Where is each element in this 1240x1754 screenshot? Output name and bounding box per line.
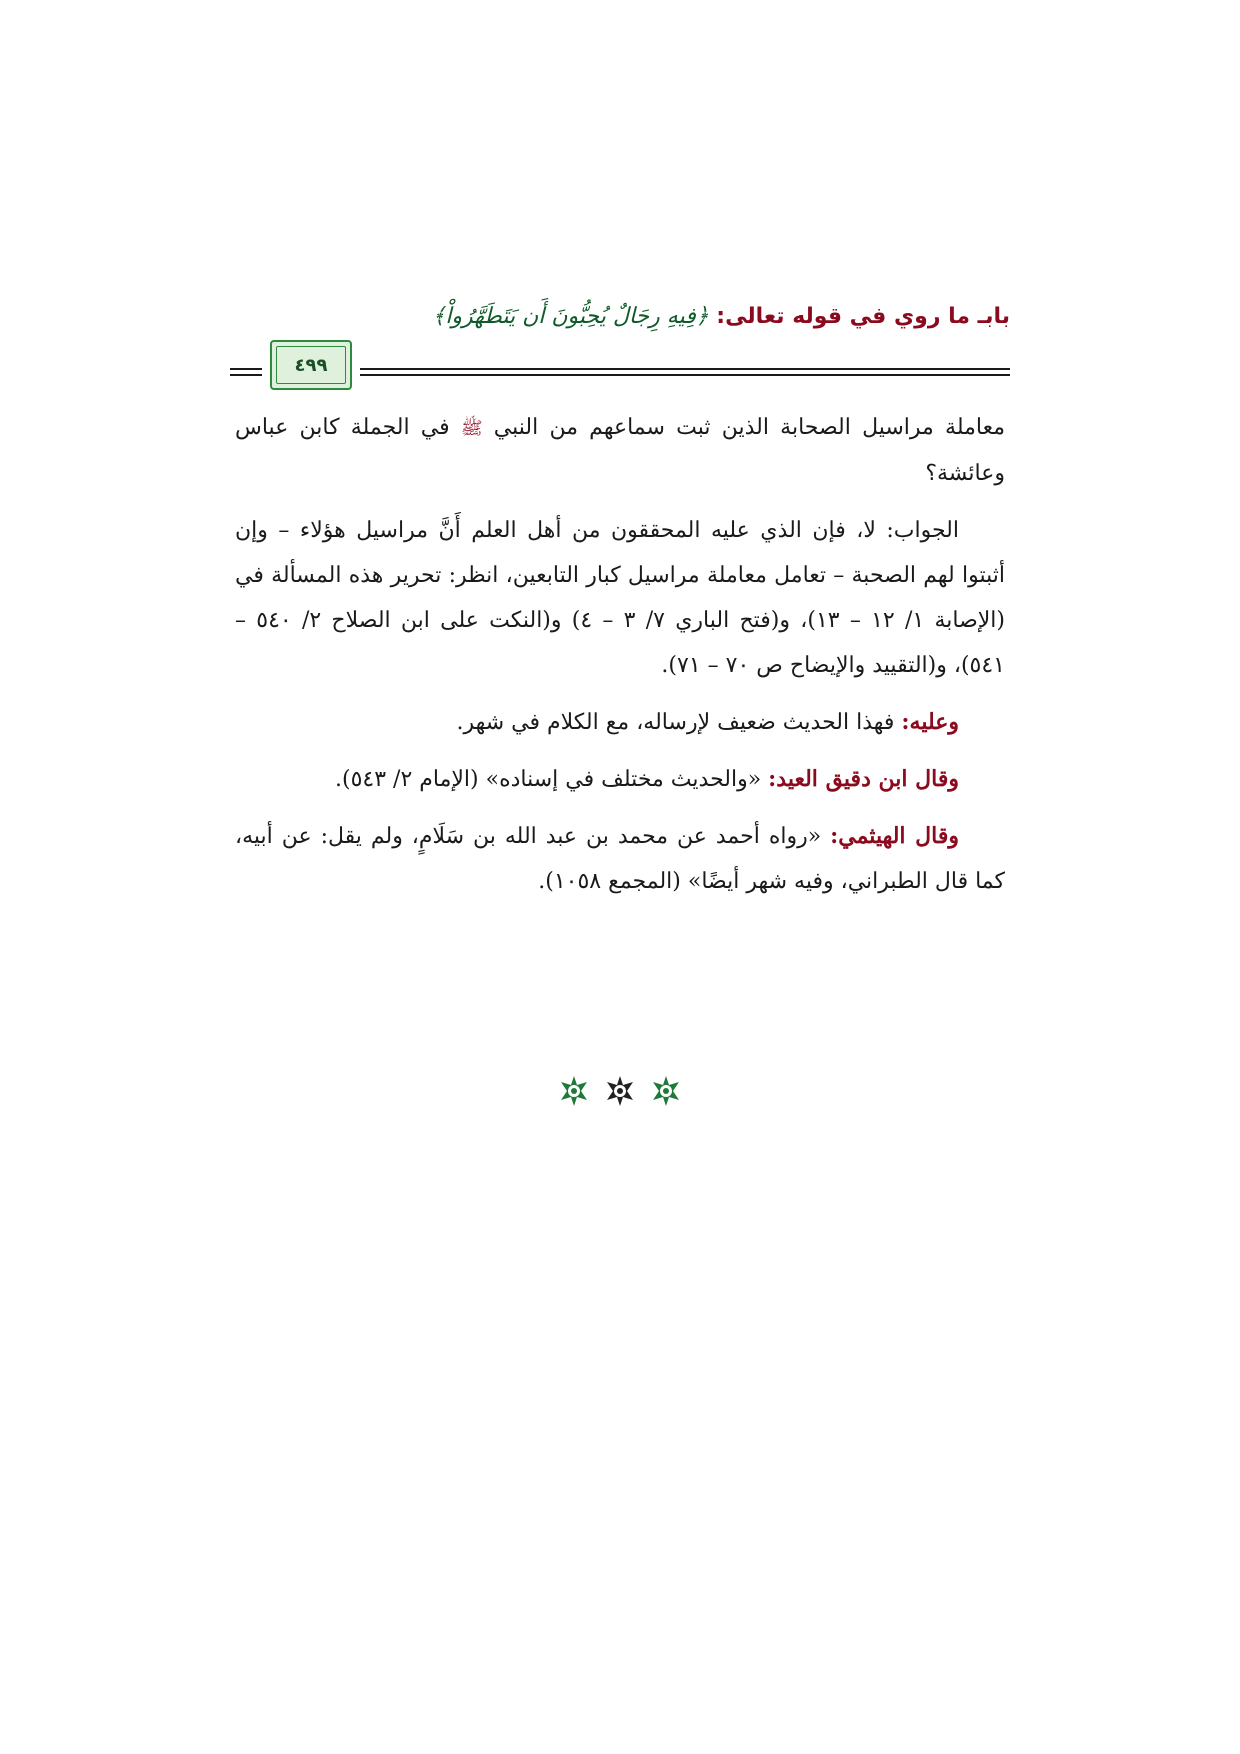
header-rule-left-top bbox=[230, 368, 262, 370]
ibn-daqiq-text: «والحديث مختلف في إسناده» (الإمام ٢/ ٥٤٣). bbox=[335, 767, 769, 792]
ruling-text: فهذا الحديث ضعيف لإرساله، مع الكلام في شهر. bbox=[456, 710, 902, 735]
star-ornament-icon bbox=[604, 1075, 636, 1107]
header-rule-right-top bbox=[360, 368, 1010, 370]
chapter-prefix: بابـ ما روي في قوله تعالى: bbox=[708, 304, 1010, 329]
page-number: ٤٩٩ bbox=[294, 354, 328, 376]
quran-verse: ﴿فِيهِ رِجَالٌ يُحِبُّونَ أَن يَتَطَهَّرُواْ﴾ bbox=[432, 304, 709, 329]
paragraph-question bbox=[235, 405, 1005, 496]
page-number-badge bbox=[270, 340, 352, 390]
ibn-daqiq-label: وقال ابن دقيق العيد: bbox=[768, 766, 959, 792]
star-ornament-icon bbox=[558, 1075, 590, 1107]
page-header bbox=[230, 300, 1010, 390]
question-text-start: معاملة مراسيل الصحابة الذين ثبت سماعهم من النبي bbox=[482, 415, 1006, 440]
haythami-label: وقال الهيثمي: bbox=[830, 823, 959, 849]
star-ornament-icon bbox=[650, 1075, 682, 1107]
header-rule-right-bottom bbox=[360, 374, 1010, 376]
salutation-glyph: ﷺ bbox=[460, 418, 483, 439]
paragraph-answer: الجواب: لا، فإن الذي عليه المحققون من أهل العلم أَنَّ مراسيل هؤلاء – وإن أثبتوا لهم الصحبة – تعامل معاملة مراسيل كبار التابعين، انظر: تحرير هذه المسألة في (الإصابة ١/ ١٢ – ١٣)، و(فتح الباري ٧/ ٣ – ٤) و(النكت على ابن الصلاح ٢/ ٥٤٠ – ٥٤١)، و(التقييد والإيضاح ص ٧٠ – ٧١). bbox=[235, 518, 1005, 678]
section-divider-ornament bbox=[0, 1075, 1240, 1107]
question-text-end: في الجملة كابن عباس وعائشة؟ bbox=[235, 415, 1005, 486]
paragraph-haythami bbox=[235, 814, 1005, 904]
paragraph-ibn-daqiq bbox=[235, 757, 1005, 802]
haythami-text: «رواه أحمد عن محمد بن عبد الله بن سَلَامٍ، ولم يقل: عن أبيه، كما قال الطبراني، وفيه شهر أيضًا» (المجمع ١٠٥٨). bbox=[235, 824, 1005, 894]
paragraph-ruling bbox=[235, 700, 1005, 745]
page-body bbox=[235, 405, 1005, 916]
chapter-title bbox=[432, 304, 1010, 329]
header-rule-left-bottom bbox=[230, 374, 262, 376]
ruling-label: وعليه: bbox=[901, 709, 959, 735]
